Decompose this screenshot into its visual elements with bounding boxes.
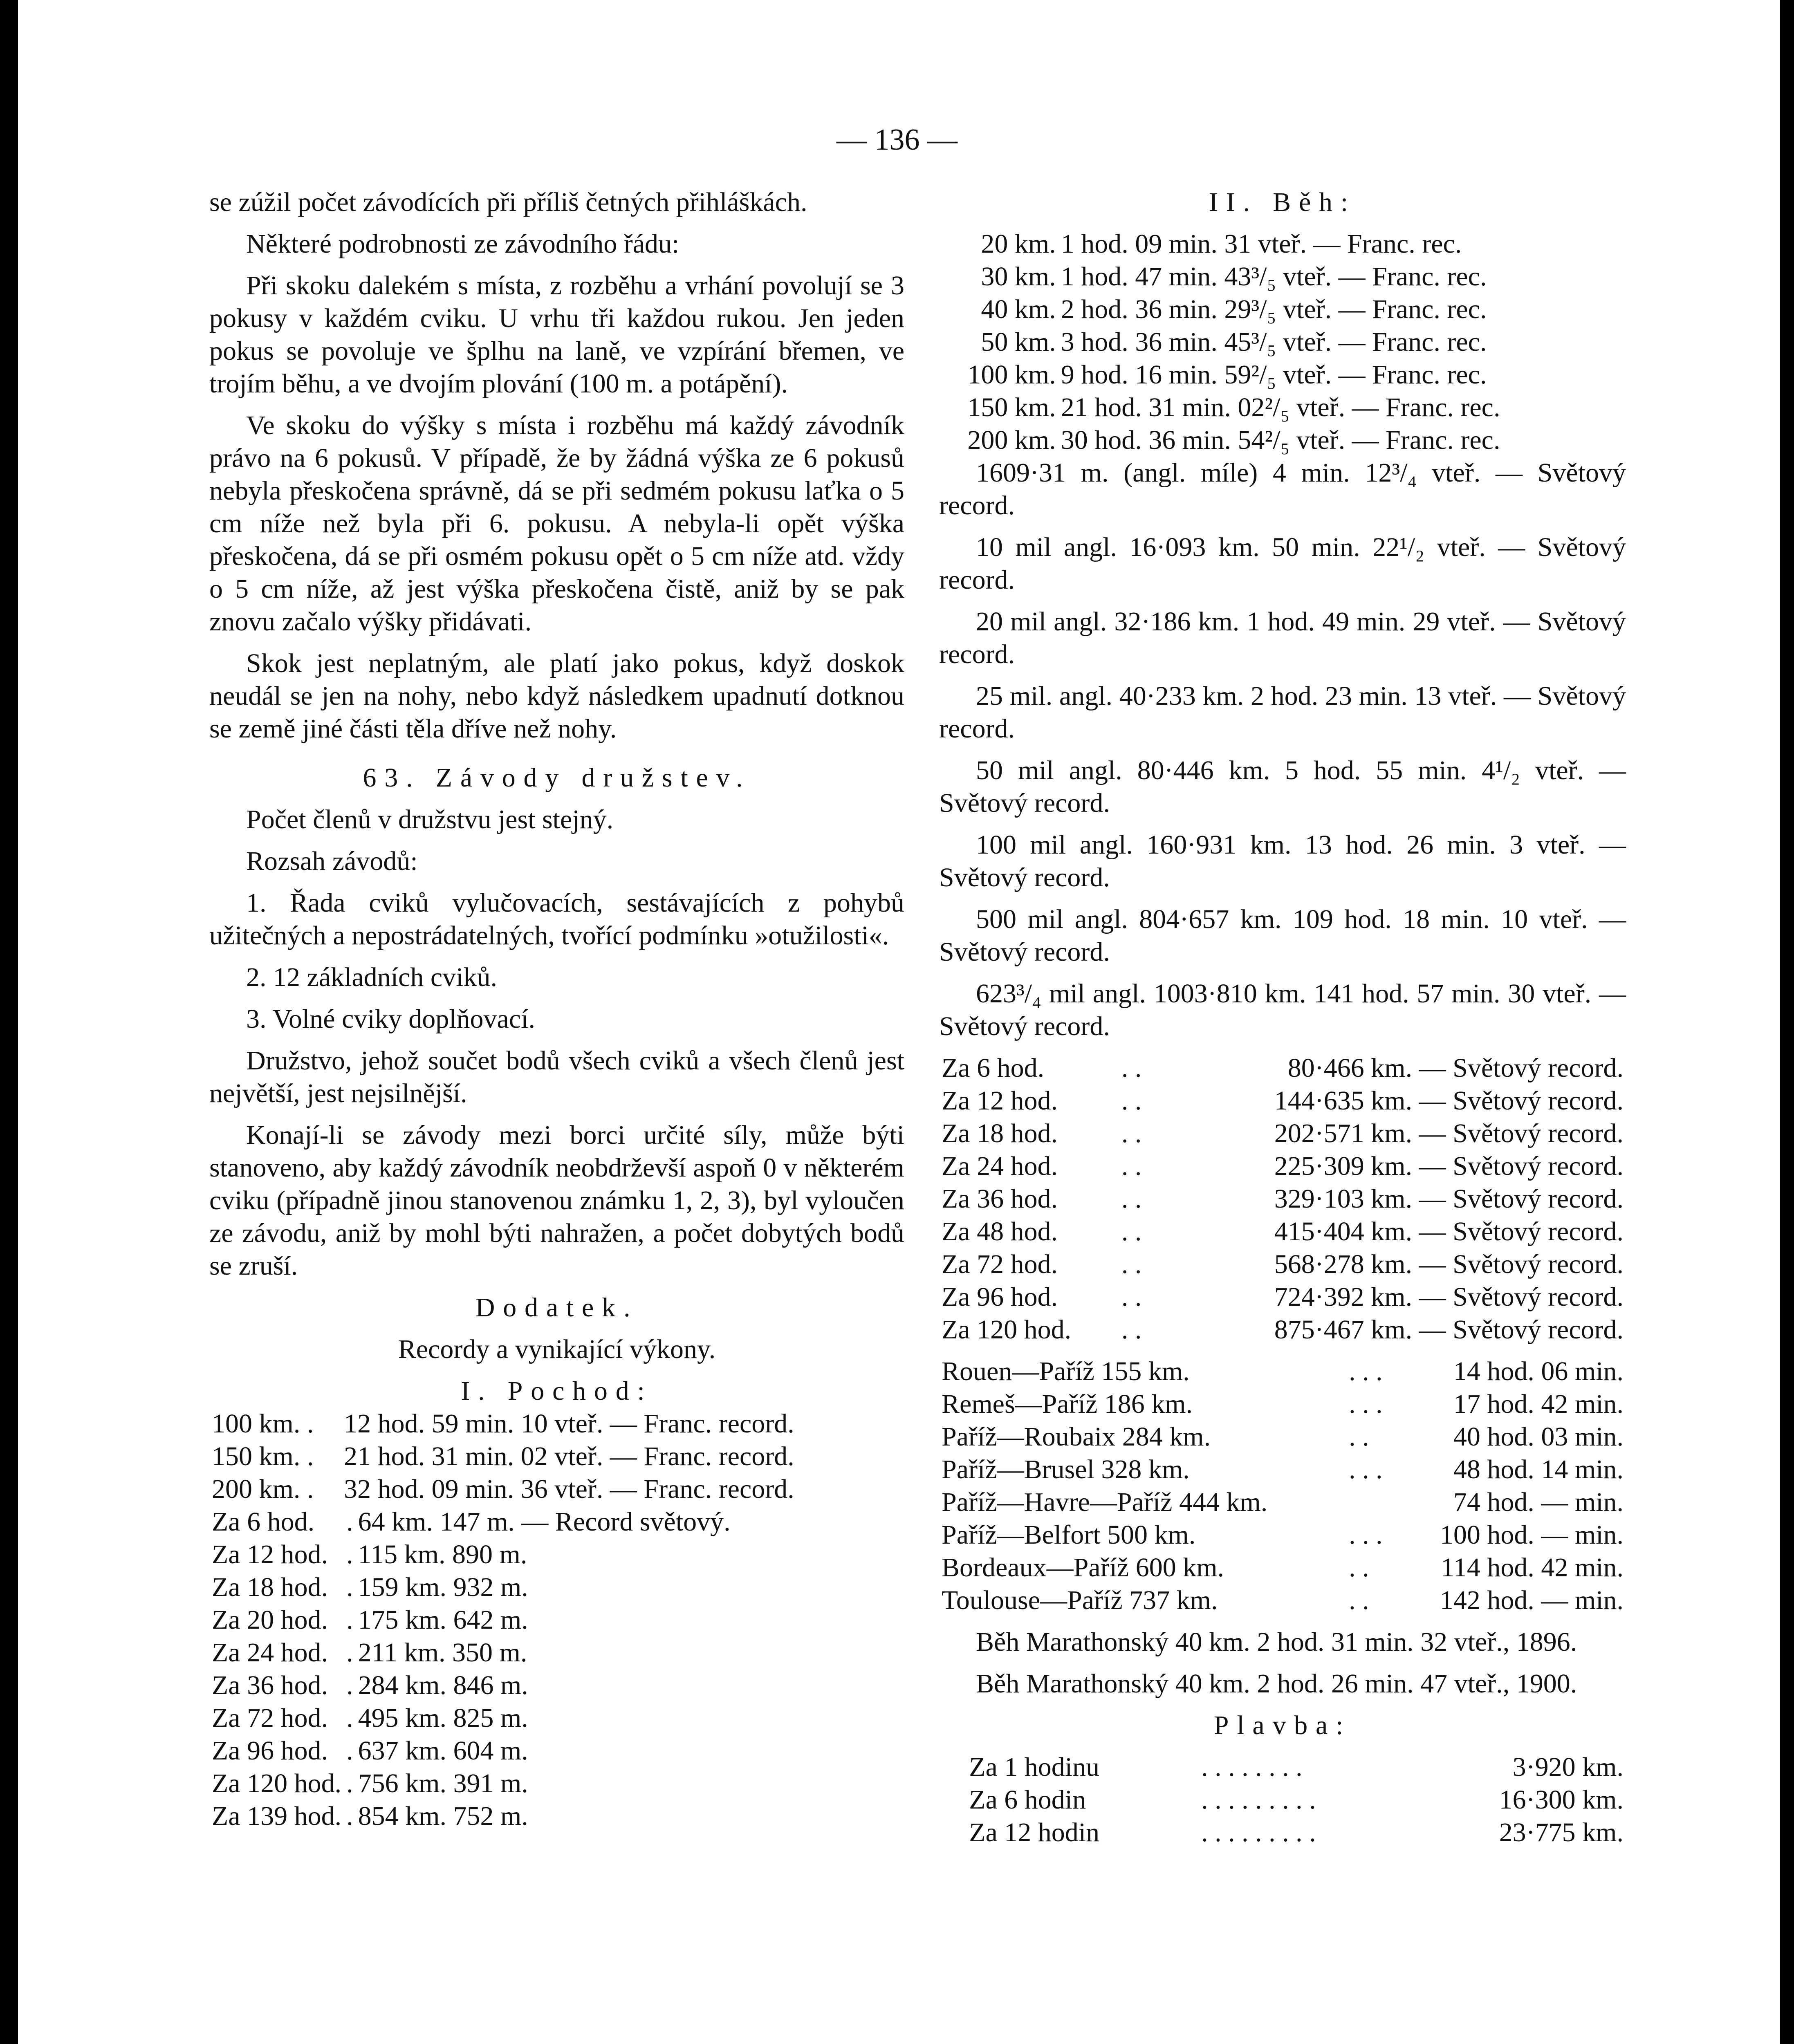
table-row [209, 1735, 733, 1767]
right-column [939, 186, 1626, 1849]
table-row [939, 326, 1626, 359]
table-row [939, 1388, 1626, 1421]
table-row [967, 1816, 1626, 1849]
table-row [939, 1150, 1626, 1183]
route-cell: Remeš—Paříž 186 km. [942, 1389, 1193, 1419]
pochod-heading: I. Pochod: [461, 1376, 653, 1406]
route-cell: Bordeaux—Paříž 600 km. [942, 1553, 1224, 1582]
time-cell: 2 hod. 36 min. 29³/₅ vteř. — Franc. rec. [1061, 294, 1487, 324]
records-heading: Recordy a vynikající výkony. [398, 1334, 716, 1364]
duration-cell: Za 120 hod. [212, 1768, 342, 1798]
time-cell: 9 hod. 16 min. 59²/₅ vteř. — Franc. rec. [1061, 360, 1487, 390]
distance-cell: 202·571 km. — Světový record. [1274, 1118, 1624, 1148]
time-cell: 14 hod. 06 min. [1453, 1356, 1624, 1386]
table-row [939, 1183, 1626, 1215]
paragraph: Konají-li se závody mezi borci určité síly, může býti stanoveno, aby každý závodník neobdrževší aspoň 0 v některém cviku (případně jinou stanovenou známku 1, 2, 3), byl vyloučen ze závodu, aniž by mohl býti nahražen, a počet dobytých bodů se zruší. [209, 1120, 904, 1281]
leader-dots: . [346, 1670, 353, 1700]
table-row [209, 1440, 904, 1473]
record-line: 20 mil angl. 32·186 km. 1 hod. 49 min. 29 vteř. — Světový record. [939, 607, 1626, 669]
table-row [939, 1551, 1626, 1584]
time-cell: 30 hod. 36 min. 54²/₅ vteř. — Franc. rec. [1061, 425, 1500, 455]
duration-cell: Za 72 hod. [942, 1249, 1058, 1279]
duration-cell: Za 72 hod. [212, 1703, 328, 1733]
table-row [967, 1784, 1626, 1816]
table-row [967, 1751, 1626, 1784]
table-row [939, 1085, 1626, 1117]
leader-dots: . [346, 1605, 353, 1635]
beh-table-1 [939, 228, 1626, 457]
duration-cell: Za 24 hod. [212, 1638, 328, 1667]
distance-cell: 211 km. 350 m. [358, 1638, 527, 1667]
distance-cell: 144·635 km. — Světový record. [1274, 1086, 1624, 1116]
distance-cell: 100 km. . [212, 1409, 314, 1439]
table-row [209, 1571, 733, 1604]
table-row [209, 1473, 904, 1506]
distance-cell: 875·467 km. — Světový record. [1274, 1315, 1624, 1345]
distance-cell: 150 km. [967, 392, 1056, 422]
time-cell: 21 hod. 31 min. 02²/₅ vteř. — Franc. rec. [1061, 392, 1500, 422]
table-row [209, 1702, 733, 1735]
duration-cell: Za 20 hod. [212, 1605, 328, 1635]
leader-dots: . . [1121, 1151, 1142, 1181]
distance-cell: 40 km. [981, 294, 1056, 324]
paragraph: se zúžil počet závodících při příliš četných přihláškách. [209, 187, 807, 217]
distance-cell: 329·103 km. — Světový record. [1274, 1184, 1624, 1214]
distance-cell: 415·404 km. — Světový record. [1274, 1217, 1624, 1246]
distance-cell: 64 km. 147 m. — Record světový. [358, 1507, 731, 1537]
distance-cell: 175 km. 642 m. [358, 1605, 528, 1635]
leader-dots: . . [1121, 1053, 1142, 1083]
route-cell: Paříž—Havre—Paříž 444 km. [942, 1487, 1268, 1517]
leader-dots: . . [1121, 1118, 1142, 1148]
leader-dots: . [346, 1572, 353, 1602]
route-cell: Rouen—Paříž 155 km. [942, 1356, 1190, 1386]
distance-cell: 115 km. 890 m. [358, 1540, 527, 1569]
plavba-heading: Plavba: [1213, 1710, 1352, 1740]
paragraph: 3. Volné cviky doplňovací. [246, 1004, 535, 1034]
duration-cell: Za 12 hodin [969, 1818, 1100, 1847]
duration-cell: Za 96 hod. [212, 1736, 328, 1766]
table-row [209, 1407, 904, 1440]
time-cell: 12 hod. 59 min. 10 vteř. — Franc. record. [344, 1409, 794, 1439]
leader-dots: . [346, 1507, 353, 1537]
leader-dots: . [346, 1768, 353, 1798]
leader-dots: . . [1121, 1184, 1142, 1214]
leader-dots: . . [1121, 1282, 1142, 1312]
leader-dots: . . [1121, 1249, 1142, 1279]
distance-cell: 495 km. 825 m. [358, 1703, 528, 1733]
distance-cell: 50 km. [981, 327, 1056, 357]
paragraph: Ve skoku do výšky s místa i rozběhu má každý závodník právo na 6 pokusů. V případě, že by žádná výška ze 6 pokusů nebyla přeskočena správně, dá se při sedmém pokusu laťka o 5 cm níže než byla při 6. pokusu. A nebyla-li opět výška přeskočena, dá se při osmém pokusu opět o 5 cm níže atd. vždy o 5 cm níže, až jest výška přeskočena čistě, aniž by se pak znovu začalo výšky přidávati. [209, 410, 904, 637]
route-cell: Paříž—Belfort 500 km. [942, 1520, 1196, 1550]
duration-cell: Za 12 hod. [212, 1540, 328, 1569]
leader-dots: . [346, 1540, 353, 1569]
duration-cell: Za 6 hod. [212, 1507, 315, 1537]
time-cell: 3 hod. 36 min. 45³/₅ vteř. — Franc. rec. [1061, 327, 1487, 357]
distance-cell: 80·466 km. — Světový record. [1287, 1053, 1624, 1083]
section-heading: 63. Závody družstev. [363, 763, 751, 793]
distance-cell: 225·309 km. — Světový record. [1274, 1151, 1624, 1181]
record-line: 100 mil angl. 160·931 km. 13 hod. 26 min. 3 vteř. — Světový record. [939, 830, 1626, 892]
leader-dots: . . . [1349, 1389, 1383, 1419]
record-line: 25 mil. angl. 40·233 km. 2 hod. 23 min. 13 vteř. — Světový record. [939, 681, 1626, 744]
table-row [939, 1313, 1626, 1346]
record-line: 623³/₄ mil angl. 1003·810 km. 141 hod. 57 min. 30 vteř. — Světový record. [939, 979, 1626, 1041]
distance-cell: 20 km. [981, 229, 1056, 259]
time-cell: 74 hod. — min. [1453, 1487, 1624, 1517]
table-row [939, 260, 1626, 293]
distance-cell: 30 km. [981, 262, 1056, 291]
table-row [939, 1519, 1626, 1551]
distance-cell: 637 km. 604 m. [358, 1736, 528, 1766]
table-row [209, 1506, 733, 1538]
record-line: 10 mil angl. 16·093 km. 50 min. 22¹/₂ vteř. — Světový record. [939, 532, 1626, 595]
time-cell: 1 hod. 47 min. 43³/₅ vteř. — Franc. rec. [1061, 262, 1487, 291]
table-row [939, 1215, 1626, 1248]
table-row [939, 1453, 1626, 1486]
leader-dots: . . [1349, 1553, 1369, 1582]
pochod-table-2 [209, 1506, 733, 1833]
duration-cell: Za 6 hodin [969, 1785, 1086, 1815]
duration-cell: Za 1 hodinu [969, 1752, 1100, 1782]
table-row [939, 1117, 1626, 1150]
distance-cell: 854 km. 752 m. [358, 1801, 528, 1831]
table-row [939, 391, 1626, 424]
distance-cell: 3·920 km. [1512, 1752, 1624, 1782]
leader-dots: . . [1349, 1585, 1369, 1615]
distance-cell: 756 km. 391 m. [358, 1768, 528, 1798]
time-cell: 48 hod. 14 min. [1453, 1455, 1624, 1484]
table-row [209, 1636, 733, 1669]
leader-dots: . . [1121, 1217, 1142, 1246]
paragraph: Rozsah závodů: [246, 846, 418, 876]
route-cell: Paříž—Brusel 328 km. [942, 1455, 1190, 1484]
distance-cell: 200 km. . [212, 1474, 314, 1504]
record-line: 1609·31 m. (angl. míle) 4 min. 12³/₄ vteř. — Světový record. [939, 458, 1626, 520]
duration-cell: Za 139 hod. [212, 1801, 342, 1831]
duration-cell: Za 36 hod. [942, 1184, 1058, 1214]
duration-cell: Za 96 hod. [942, 1282, 1058, 1312]
distance-cell: 568·278 km. — Světový record. [1274, 1249, 1624, 1279]
duration-cell: Za 120 hod. [942, 1315, 1072, 1345]
table-row [209, 1767, 733, 1800]
record-line: 50 mil angl. 80·446 km. 5 hod. 55 min. 4¹/₂ vteř. — Světový record. [939, 755, 1626, 818]
paragraph: 1. Řada cviků vylučovacích, sestávajících z pohybů užitečných a nepostrádatelných, tvořící podmínku »otužilosti«. [209, 888, 904, 950]
appendix-heading: Dodatek. [475, 1293, 639, 1322]
table-row [939, 1584, 1626, 1617]
distance-cell: 284 km. 846 m. [358, 1670, 528, 1700]
paragraph: Skok jest neplatným, ale platí jako pokus, když doskok neudál se jen na nohy, nebo když následkem upadnutí dotknou se země jiné části těla dříve než nohy. [209, 648, 904, 744]
leader-dots: . [346, 1703, 353, 1733]
duration-cell: Za 18 hod. [942, 1118, 1058, 1148]
time-cell: 21 hod. 31 min. 02 vteř. — Franc. record. [344, 1441, 794, 1471]
table-row [209, 1538, 733, 1571]
table-row [939, 228, 1626, 260]
leader-dots: . . . [1349, 1520, 1383, 1550]
distance-cell: 159 km. 932 m. [358, 1572, 528, 1602]
leader-dots: . . [1121, 1315, 1142, 1345]
table-row [939, 1052, 1626, 1085]
record-line: 500 mil angl. 804·657 km. 109 hod. 18 min. 10 vteř. — Světový record. [939, 904, 1626, 967]
paragraph: Počet členů v družstvu jest stejný. [246, 805, 614, 834]
duration-cell: Za 18 hod. [212, 1572, 328, 1602]
table-row [939, 1355, 1626, 1388]
paragraph: Některé podrobnosti ze závodního řádu: [246, 229, 679, 259]
paragraph: Při skoku dalekém s místa, z rozběhu a vrhání povolují se 3 pokusy v každém cviku. U vrhu tři každou rukou. Jen jeden pokus se povoluje ve šplhu na laně, ve vzpírání břemen, ve trojím běhu, a ve dvojím plování (100 m. a potápění). [209, 271, 904, 399]
table-row [209, 1800, 733, 1833]
beh-table-2 [939, 1052, 1626, 1346]
paragraph: 2. 12 základních cviků. [246, 962, 497, 992]
left-column [209, 186, 904, 1833]
distance-cell: 200 km. [967, 425, 1056, 455]
table-row [939, 1421, 1626, 1453]
distance-cell: 100 km. [967, 360, 1056, 390]
leader-dots: . . . [1349, 1455, 1383, 1484]
route-cell: Toulouse—Paříž 737 km. [942, 1585, 1218, 1615]
table-row [939, 1248, 1626, 1281]
leader-dots: . . . . . . . . [1201, 1752, 1303, 1782]
time-cell: 32 hod. 09 min. 36 vteř. — Franc. record. [344, 1474, 794, 1504]
leader-dots: . . . [1349, 1356, 1383, 1386]
distance-cell: 150 km. . [212, 1441, 314, 1471]
marathon-line: Běh Marathonský 40 km. 2 hod. 31 min. 32 vteř., 1896. [976, 1627, 1577, 1657]
time-cell: 1 hod. 09 min. 31 vteř. — Franc. rec. [1061, 229, 1462, 259]
marathon-line: Běh Marathonský 40 km. 2 hod. 26 min. 47 vteř., 1900. [976, 1669, 1577, 1699]
paragraph: Družstvo, jehož součet bodů všech cviků a všech členů jest největší, jest nejsilnější. [209, 1046, 904, 1108]
leader-dots: . [346, 1638, 353, 1667]
time-cell: 17 hod. 42 min. [1453, 1389, 1624, 1419]
routes-table [939, 1355, 1626, 1617]
leader-dots: . . [1349, 1422, 1369, 1452]
distance-cell: 16·300 km. [1499, 1785, 1624, 1815]
leader-dots: . [346, 1801, 353, 1831]
table-row [939, 1486, 1626, 1519]
leader-dots [1346, 1486, 1394, 1519]
beh-heading: II. Běh: [1209, 187, 1356, 217]
distance-cell: 23·775 km. [1499, 1818, 1624, 1847]
distance-cell: 724·392 km. — Světový record. [1274, 1282, 1624, 1312]
duration-cell: Za 36 hod. [212, 1670, 328, 1700]
pochod-table-1 [209, 1407, 904, 1506]
table-row [939, 424, 1626, 457]
leader-dots: . [346, 1736, 353, 1766]
route-cell: Paříž—Roubaix 284 km. [942, 1422, 1211, 1452]
plavba-table [967, 1751, 1626, 1849]
leader-dots: . . . . . . . . . [1201, 1785, 1316, 1815]
table-row [939, 293, 1626, 326]
page-number: — 136 — [836, 123, 958, 157]
duration-cell: Za 48 hod. [942, 1217, 1058, 1246]
time-cell: 142 hod. — min. [1440, 1585, 1624, 1615]
table-row [209, 1669, 733, 1702]
duration-cell: Za 24 hod. [942, 1151, 1058, 1181]
time-cell: 100 hod. — min. [1440, 1520, 1624, 1550]
duration-cell: Za 6 hod. [942, 1053, 1045, 1083]
time-cell: 114 hod. 42 min. [1441, 1553, 1624, 1582]
leader-dots: . . . . . . . . . [1201, 1818, 1316, 1847]
table-row [209, 1604, 733, 1636]
time-cell: 40 hod. 03 min. [1453, 1422, 1624, 1452]
table-row [939, 1281, 1626, 1313]
leader-dots: . . [1121, 1086, 1142, 1116]
table-row [939, 359, 1626, 391]
duration-cell: Za 12 hod. [942, 1086, 1058, 1116]
